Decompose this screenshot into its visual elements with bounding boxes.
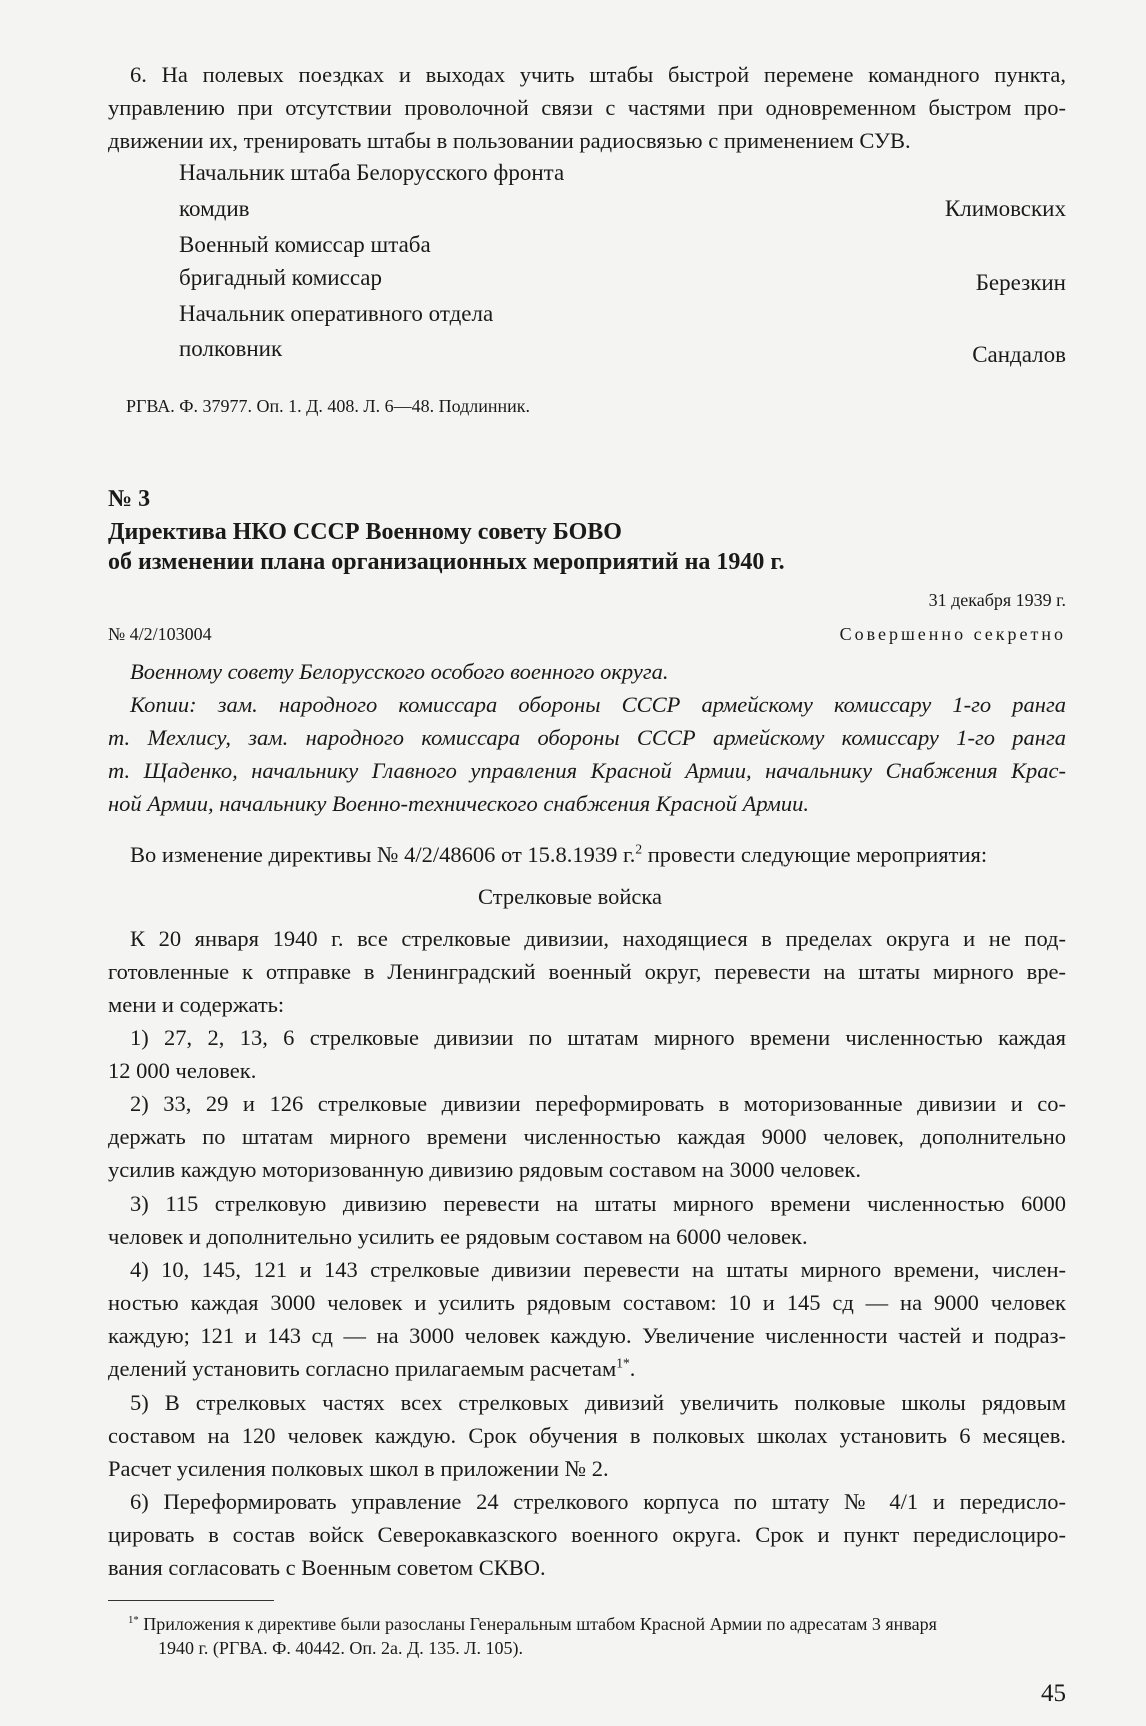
signature-rank-1: комдив bbox=[179, 196, 250, 221]
footnote-line-2: 1940 г. (РГВА. Ф. 40442. Оп. 2а. Д. 135. Л. 105). bbox=[158, 1638, 523, 1658]
paragraph-0-line-1: К 20 января 1940 г. все стрелковые дивизии, находящиеся в пределах округа и не под- bbox=[130, 926, 1066, 951]
paragraph-5-line-3: Расчет усиления полковых школ в приложении № 2. bbox=[108, 1456, 609, 1481]
paragraph-4-line-1: 4) 10, 145, 121 и 143 стрелковые дивизии перевести на штаты мирного времени, числен- bbox=[130, 1257, 1066, 1282]
page-number: 45 bbox=[1041, 1680, 1066, 1707]
paragraph-2-line-1: 2) 33, 29 и 126 стрелковые дивизии переформировать в моторизованные дивизии и со- bbox=[130, 1091, 1066, 1116]
paragraph-6-line-2: цировать в состав войск Северокавказского военного округа. Срок и пункт передислоциро- bbox=[108, 1522, 1066, 1547]
intro-line-3: движении их, тренировать штабы в пользовании радиосвязью с применением СУВ. bbox=[108, 128, 911, 153]
document-number: № 3 bbox=[108, 486, 151, 512]
signature-name-3: Сандалов bbox=[972, 342, 1066, 367]
paragraph-2-line-3: усилив каждую моторизованную дивизию рядовым составом на 3000 человек. bbox=[108, 1157, 861, 1182]
addressee-line-4: т. Щаденко, начальнику Главного управления Красной Армии, начальнику Снабжения Крас- bbox=[108, 758, 1066, 783]
paragraph-5-line-1: 5) В стрелковых частях всех стрелковых дивизий увеличить полковые школы рядовым bbox=[130, 1390, 1066, 1415]
document-date: 31 декабря 1939 г. bbox=[928, 590, 1066, 610]
archive-source: РГВА. Ф. 37977. Оп. 1. Д. 408. Л. 6—48. Подлинник. bbox=[126, 396, 531, 416]
document-title-line-1: Директива НКО СССР Военному совету БОВО bbox=[108, 519, 622, 545]
classification-stamp: Совершенно секретно bbox=[839, 624, 1066, 644]
paragraph-0-line-3: мени и содержать: bbox=[108, 992, 285, 1017]
document-title-line-2: об изменении плана организационных мероприятий на 1940 г. bbox=[108, 549, 785, 575]
paragraph-4-end: . bbox=[629, 1356, 636, 1381]
signature-title-3: Начальник оперативного отдела bbox=[179, 301, 494, 326]
paragraph-3-line-2: человек и дополнительно усилить ее рядовым составом на 6000 человек. bbox=[108, 1224, 808, 1249]
addressee-line-2: Копии: зам. народного комиссара обороны СССР армейскому комиссару 1-го ранга bbox=[130, 692, 1066, 717]
footnote-mark: 1* bbox=[128, 1614, 139, 1626]
addressee-line-1: Военному совету Белорусского особого военного округа. bbox=[130, 659, 669, 684]
registration-number: № 4/2/103004 bbox=[108, 624, 212, 644]
paragraph-4-line-2: ностью каждая 3000 человек и усилить рядовым составом: 10 и 145 сд — на 9000 человек bbox=[108, 1290, 1066, 1315]
paragraph-1-line-1: 1) 27, 2, 13, 6 стрелковые дивизии по штатам мирного времени численностью каждая bbox=[130, 1025, 1066, 1050]
section-title: Стрелковые войска bbox=[478, 884, 662, 909]
addressee-line-3: т. Мехлису, зам. народного комиссара обороны СССР армейскому комиссару 1-го ранга bbox=[108, 725, 1066, 750]
paragraph-5-line-2: составом на 120 человек каждую. Срок обучения в полковых школах установить 6 месяцев. bbox=[108, 1423, 1066, 1448]
signature-name-1: Климовских bbox=[944, 196, 1066, 221]
paragraph-4-line-3: каждую; 121 и 143 сд — на 3000 человек каждую. Увеличение численности частей и подраз- bbox=[108, 1323, 1066, 1348]
signature-rank-3: полковник bbox=[179, 336, 283, 361]
signature-rank-2: бригадный комиссар bbox=[179, 265, 383, 290]
signature-title-2: Военный комиссар штаба bbox=[179, 232, 431, 257]
footnote-ref-2: 2 bbox=[635, 841, 643, 857]
footnote-text-1: Приложения к директиве были разосланы Генеральным штабом Красной Армии по адресатам 3 января bbox=[143, 1614, 937, 1634]
preamble-end: провести следующие мероприятия: bbox=[642, 842, 988, 867]
footnote-line-1 bbox=[128, 1612, 937, 1636]
intro-line-2: управлению при отсутствии проволочной связи с частями при одновременном быстром про- bbox=[108, 95, 1066, 120]
paragraph-0-line-2: готовленные к отправке в Ленинградский военный округ, перевести на штаты мирного вре- bbox=[108, 959, 1066, 984]
paragraph-2-line-2: держать по штатам мирного времени численностью каждая 9000 человек, дополнительно bbox=[108, 1124, 1066, 1149]
paragraph-3-line-1: 3) 115 стрелковую дивизию перевести на штаты мирного времени численностью 6000 bbox=[130, 1191, 1066, 1216]
footnote-divider bbox=[108, 1600, 274, 1601]
intro-line-1: 6. На полевых поездках и выходах учить штабы быстрой перемене командного пункта, bbox=[130, 62, 1066, 87]
preamble bbox=[130, 838, 987, 871]
footnote-ref-1: 1* bbox=[616, 1355, 630, 1371]
paragraph-6-line-3: вания согласовать с Военным советом СКВО. bbox=[108, 1555, 546, 1580]
paragraph-6-line-1: 6) Переформировать управление 24 стрелкового корпуса по штату № 4/1 и передисло- bbox=[130, 1489, 1066, 1514]
signature-title-1: Начальник штаба Белорусского фронта bbox=[179, 160, 565, 185]
addressee-line-5: ной Армии, начальнику Военно-технического снабжения Красной Армии. bbox=[108, 791, 809, 816]
paragraph-4-line-4 bbox=[108, 1352, 635, 1385]
paragraph-4-last-text: делений установить согласно прилагаемым расчетам bbox=[108, 1356, 617, 1381]
signature-name-2: Березкин bbox=[975, 270, 1066, 295]
paragraph-1-line-2: 12 000 человек. bbox=[108, 1058, 257, 1083]
preamble-text: Во изменение директивы № 4/2/48606 от 15.8.1939 г. bbox=[130, 842, 636, 867]
